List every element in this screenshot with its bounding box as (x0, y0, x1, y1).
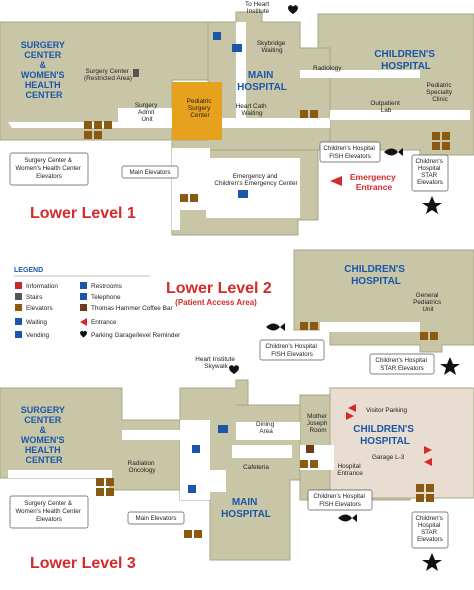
radiology-label: Radiology (313, 65, 342, 72)
svg-text:Children's Hospital: Children's Hospital STAR Elevators (415, 515, 443, 543)
legend (14, 267, 181, 339)
childrens-hospital-label-l3: CHILDREN'S HOSPITAL (353, 424, 414, 447)
star-elevators-callout-l2 (370, 354, 460, 375)
fish-icon (338, 514, 357, 522)
coffee-bar-icon (306, 445, 314, 453)
svg-text:Children's Hospital ST: Children's Hospital STAR Elevators (375, 357, 427, 372)
vending-icon (15, 331, 22, 338)
stairs-icon (133, 69, 139, 77)
svg-text:Entrance: Entrance (91, 319, 117, 326)
svg-text:Stairs: Stairs (26, 294, 43, 301)
fish-elevators-callout-l3 (308, 490, 372, 522)
visitor-parking-label: Visitor Parking (366, 407, 408, 414)
pediatric-surgery-label: Pediatric Surgery Center (186, 98, 212, 119)
lower-level-3-title: Lower Level 3 (30, 555, 136, 572)
lower-level-1 (0, 1, 474, 235)
svg-text:Elevators: Elevators (26, 305, 53, 312)
cafeteria-label: Cafeteria (243, 464, 269, 471)
legend-item-stairs (15, 293, 42, 301)
star-icon (440, 357, 460, 375)
svg-text:Surgery Center & Women: Surgery Center & Women's Health Center Elevators (15, 500, 81, 523)
legend-item-parking-reminder (80, 331, 181, 339)
svg-text:Thomas Hammer Coffee Bar: Thomas Hammer Coffee Bar (91, 305, 173, 312)
general-pediatrics-label: General Pediatrics Unit (413, 292, 442, 313)
svg-text:Children's Hospital FI: Children's Hospital FISH Elevators (265, 343, 317, 358)
garage-label: Garage L-3 (372, 454, 405, 461)
heart-icon (229, 365, 239, 374)
svg-text:Parking Garage/level Reminder: Parking Garage/level Reminder (91, 332, 181, 339)
outpatient-lab-label: Outpatient Lab (370, 100, 400, 114)
coffee-bar-icon (80, 304, 87, 311)
skybridge-waiting-label: Skybridge Waiting (256, 40, 286, 54)
lower-level-1-title: Lower Level 1 (30, 205, 136, 222)
pediatric-specialty-label: Pediatric Specialty Clinic (426, 82, 453, 103)
waiting-icon (188, 485, 196, 493)
svg-text:Vending: Vending (26, 332, 50, 339)
hospital-entrance-label: Hospital Entrance (337, 463, 363, 477)
svg-text:Children's Hospital: Children's Hospital STAR Elevators (415, 158, 443, 186)
childrens-hospital-label-l1: CHILDREN'S HOSPITAL (374, 49, 435, 72)
surgery-elevators-callout-l3 (10, 496, 88, 528)
emergency-center-label: Emergency and Children's Emergency Center (214, 173, 298, 187)
legend-item-vending (15, 331, 50, 339)
heart-icon (80, 331, 87, 338)
svg-text:Telephone: Telephone (91, 294, 121, 301)
entrance-icon (80, 318, 87, 326)
vending-icon (192, 445, 200, 453)
svg-text:Children's Hospital FI: Children's Hospital FISH Elevators (313, 493, 365, 508)
legend-title: LEGEND (14, 267, 44, 274)
stairs-icon (15, 293, 22, 300)
legend-item-elevators (15, 304, 53, 312)
legend-item-restrooms (80, 282, 122, 290)
heart-cath-waiting-label: Heart Cath Waiting (235, 103, 267, 117)
star-elevators-callout-l1 (412, 155, 448, 214)
information-icon (15, 282, 22, 289)
legend-item-entrance (80, 318, 117, 326)
to-heart-institute-label: To Heart Institute (245, 1, 270, 15)
heart-institute-skywalk-label: Heart Institute Skywalk (195, 356, 236, 370)
svg-text:Surgery Center & Women: Surgery Center & Women's Health Center Elevators (15, 157, 81, 180)
surgery-center-label-l1: SURGERY CENTER & WOMEN'S HEALTH CENTER (20, 40, 65, 100)
fish-icon (266, 323, 285, 331)
legend-item-information (15, 282, 58, 290)
vending-icon (213, 32, 221, 40)
main-elevators-callout-l1 (122, 166, 178, 178)
main-elevators-callout-l3 (128, 512, 184, 524)
main-hospital-label-l1: MAIN HOSPITAL (237, 70, 287, 93)
legend-item-telephone (80, 293, 121, 301)
svg-text:Restrooms: Restrooms (91, 283, 122, 290)
svg-text:Main Elevators: Main Elevators (135, 515, 177, 522)
legend-item-waiting (15, 318, 48, 326)
emergency-entrance-label: Emergency Entrance (349, 172, 396, 192)
dining-area-label: Dining Area (256, 421, 275, 435)
star-icon (422, 196, 442, 214)
restrooms-icon (80, 282, 87, 289)
svg-text:Children's Hospital FI: Children's Hospital FISH Elevators (323, 145, 375, 160)
lower-level-2-title: Lower Level 2 (166, 280, 272, 297)
mother-joseph-room-label: Mother Joseph Room (306, 413, 328, 434)
svg-text:Waiting: Waiting (26, 319, 48, 326)
waiting-icon (15, 318, 22, 325)
surgery-center-label-l3: SURGERY CENTER & WOMEN'S HEALTH CENTER (20, 405, 65, 465)
telephone-icon (80, 293, 87, 300)
heart-icon (288, 5, 298, 14)
restrooms-icon (232, 44, 242, 52)
lower-level-2-subtitle: (Patient Access Area) (175, 298, 257, 307)
radiation-oncology-label: Radiation Oncology (127, 460, 156, 474)
lower-level-3 (0, 356, 474, 572)
entrance-arrow-icon (330, 176, 342, 186)
surgery-center-restricted-label: Surgery Center (Restricted Area) (84, 68, 132, 82)
surgery-elevators-callout-l1 (10, 153, 88, 185)
childrens-hospital-label-l2: CHILDREN'S HOSPITAL (344, 264, 405, 287)
svg-text:Information: Information (26, 283, 58, 290)
legend-item-coffee-bar (80, 304, 173, 312)
surgery-admit-label: Surgery Admit Unit (134, 102, 158, 123)
elevators-icon (15, 304, 22, 311)
star-icon (422, 553, 442, 571)
restrooms-icon (238, 190, 248, 198)
svg-text:Main Elevators: Main Elevators (129, 169, 171, 176)
star-elevators-callout-l3 (412, 512, 448, 571)
restrooms-icon (218, 425, 228, 433)
main-hospital-label-l3: MAIN HOSPITAL (221, 497, 271, 520)
